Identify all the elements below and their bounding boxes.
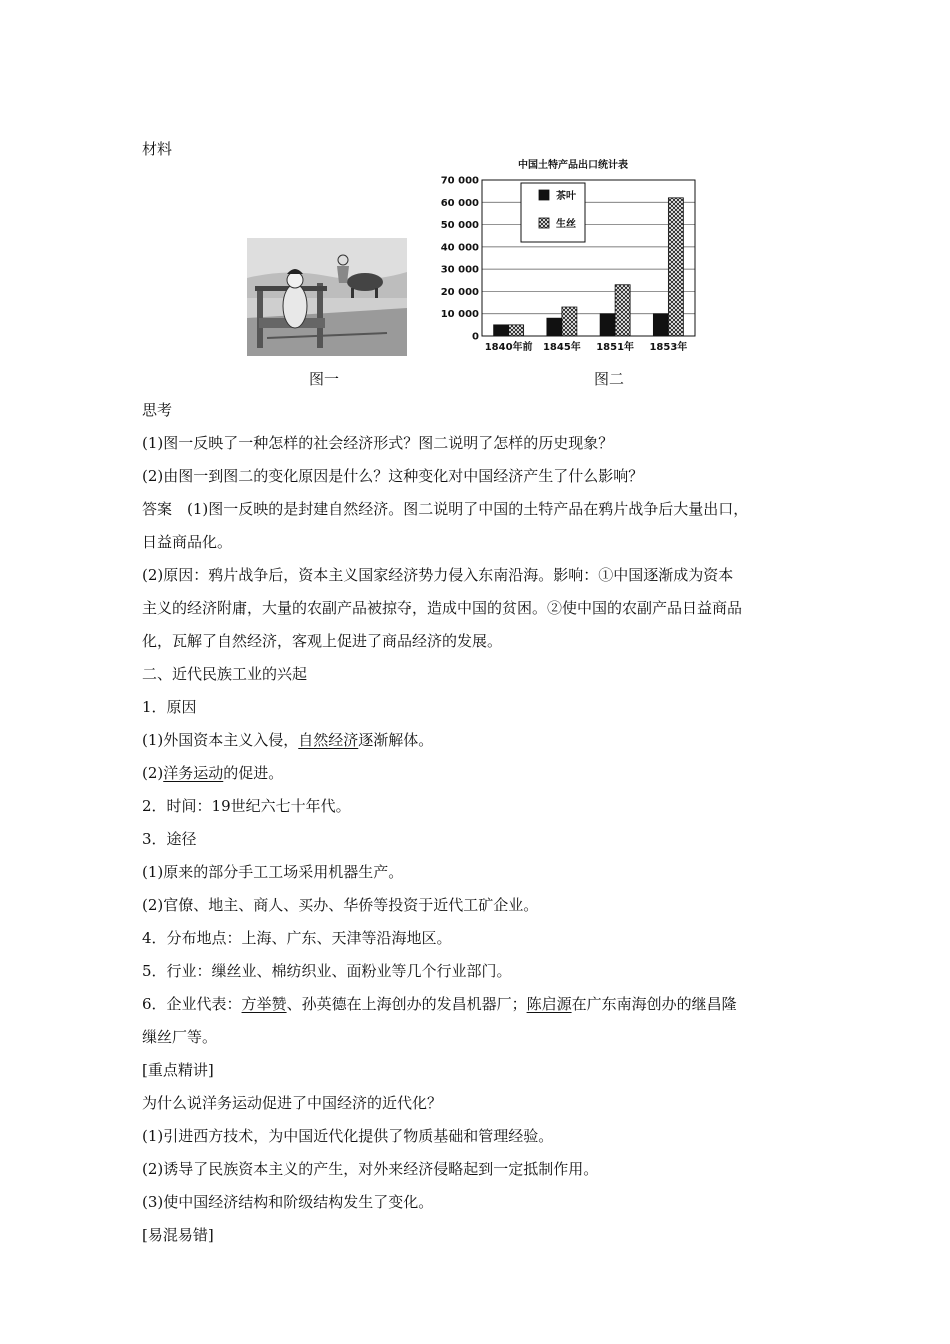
x-tick-label: 1845年	[542, 342, 581, 353]
y-tick-label: 20 000	[440, 286, 479, 298]
confusing-label: [易混易错]	[142, 1226, 214, 1244]
item1-a	[142, 730, 433, 750]
item1-b-post: 的促进。	[223, 764, 284, 782]
key-point-2: (2)诱导了民族资本主义的产生，对外来经济侵略起到一定抵制作用。	[142, 1160, 599, 1178]
material-label: 材料	[142, 140, 173, 158]
question-1: (1)图一反映了一种怎样的社会经济形式？图二说明了怎样的历史现象？	[142, 434, 614, 452]
think-label: 思考	[142, 401, 173, 419]
key-points-label: [重点精讲]	[142, 1061, 214, 1079]
x-tick-label: 1853年	[649, 342, 688, 353]
x-tick-label: 1851年	[596, 342, 635, 353]
figure1-weaving-illustration	[247, 238, 407, 356]
item2: 2．时间：19世纪六七十年代。	[142, 797, 351, 815]
bar-silk	[562, 307, 577, 336]
item6-line2: 缫丝厂等。	[142, 1028, 218, 1046]
answer-line-4: 主义的经济附庸，大量的农副产品被掠夺，造成中国的贫困。②使中国的农副产品日益商品	[142, 599, 743, 617]
item1-b-underlined: 洋务运动	[163, 764, 224, 782]
figure1-caption: 图一	[309, 370, 340, 388]
legend-swatch	[539, 218, 549, 228]
answer-line-2: 日益商品化。	[142, 533, 233, 551]
answer-line-3: (2)原因：鸦片战争后，资本主义国家经济势力侵入东南沿海。影响：①中国逐渐成为资本	[142, 566, 734, 584]
legend-label: 生丝	[556, 219, 576, 230]
item3-title: 3．途径	[142, 830, 197, 848]
answer-line-1: 答案 (1)图一反映的是封建自然经济。图二说明了中国的土特产品在鸦片战争后大量出口，	[142, 500, 749, 518]
item1-a-pre: (1)外国资本主义入侵，	[142, 731, 299, 749]
bar-tea	[494, 325, 509, 336]
item6	[142, 994, 737, 1014]
y-tick-label: 50 000	[440, 220, 479, 232]
y-tick-label: 30 000	[440, 264, 479, 276]
key-point-3: (3)使中国经济结构和阶级结构发生了变化。	[142, 1193, 434, 1211]
bar-tea	[653, 314, 668, 336]
item6-mid: 、孙英德在上海创办的发昌机器厂；	[286, 995, 527, 1013]
item3-a: (1)原来的部分手工工场采用机器生产。	[142, 863, 404, 881]
y-tick-label: 10 000	[440, 309, 479, 321]
item1-a-underlined: 自然经济	[298, 731, 359, 749]
question-2: (2)由图一到图二的变化原因是什么？这种变化对中国经济产生了什么影响？	[142, 467, 644, 485]
y-tick-label: 70 000	[440, 175, 479, 187]
item6-underlined-1: 方举赞	[241, 995, 287, 1013]
answer-line-5: 化，瓦解了自然经济，客观上促进了商品经济的发展。	[142, 632, 503, 650]
bar-tea	[600, 314, 615, 336]
item3-b: (2)官僚、地主、商人、买办、华侨等投资于近代工矿企业。	[142, 896, 539, 914]
y-tick-label: 0	[472, 331, 479, 343]
bar-silk	[668, 198, 683, 336]
legend-swatch	[539, 190, 549, 200]
item5: 5．行业：缫丝业、棉纺织业、面粉业等几个行业部门。	[142, 962, 512, 980]
bar-silk	[615, 285, 630, 336]
y-tick-label: 60 000	[440, 197, 479, 209]
export-bar-chart	[438, 152, 708, 364]
x-tick-label: 1840年前	[484, 342, 533, 353]
legend-label: 茶叶	[556, 191, 576, 202]
item1-title: 1．原因	[142, 698, 197, 716]
figure2-caption: 图二	[594, 370, 625, 388]
item1-b-pre: (2)	[142, 764, 164, 782]
y-tick-label: 40 000	[440, 242, 479, 254]
key-point-1: (1)引进西方技术，为中国近代化提供了物质基础和管理经验。	[142, 1127, 554, 1145]
item1-a-post: 逐渐解体。	[358, 731, 434, 749]
chart-title: 中国土特产品出口统计表	[518, 160, 628, 171]
item4: 4．分布地点：上海、广东、天津等沿海地区。	[142, 929, 452, 947]
key-points-question: 为什么说洋务运动促进了中国经济的近代化？	[142, 1094, 443, 1112]
item1-b	[142, 763, 283, 783]
section2-title: 二、近代民族工业的兴起	[142, 665, 308, 683]
item6-post: 在广东南海创办的继昌隆	[571, 995, 737, 1013]
bar-silk	[509, 325, 524, 336]
bar-tea	[547, 318, 562, 336]
item6-underlined-2: 陈启源	[526, 995, 572, 1013]
item6-pre: 6．企业代表：	[142, 995, 242, 1013]
